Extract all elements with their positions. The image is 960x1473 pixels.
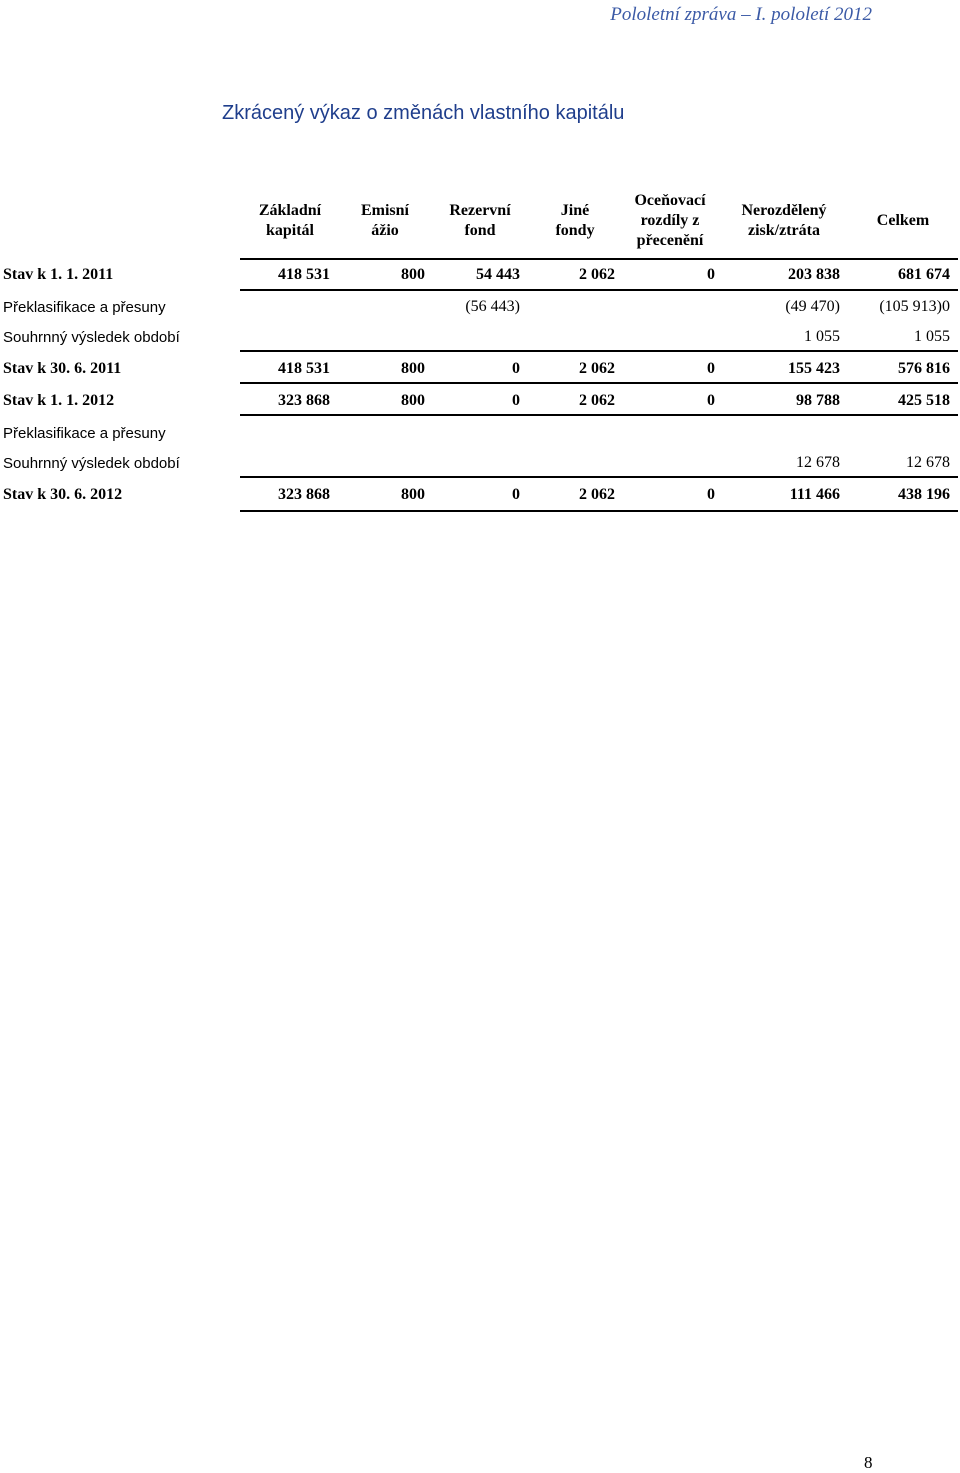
row-label: Stav k 30. 6. 2011 <box>3 360 122 377</box>
cell-rezervni-fond: 0 <box>512 392 520 409</box>
cell-emisni-azio: 800 <box>401 360 425 377</box>
row-label: Překlasifikace a přesuny <box>3 299 166 316</box>
cell-celkem: 12 678 <box>906 454 950 471</box>
cell-jine-fondy: 2 062 <box>579 392 615 409</box>
cell-zakladni-kapital: 418 531 <box>278 266 330 283</box>
row-rule <box>240 414 958 416</box>
row-rule <box>240 476 958 478</box>
cell-nerozdeleny-zisk: 203 838 <box>788 266 840 283</box>
row-rule <box>240 289 958 291</box>
cell-nerozdeleny-zisk: 111 466 <box>789 486 840 503</box>
table-row <box>0 262 958 288</box>
cell-nerozdeleny-zisk: 155 423 <box>788 360 840 377</box>
row-label: Souhrnný výsledek období <box>3 455 180 472</box>
cell-ocenovaci-rozdily: 0 <box>707 266 715 283</box>
cell-ocenovaci-rozdily: 0 <box>707 360 715 377</box>
cell-emisni-azio: 800 <box>401 486 425 503</box>
table-row <box>0 450 958 476</box>
table-row <box>0 356 958 382</box>
row-rule <box>240 382 958 384</box>
row-rule <box>240 510 958 512</box>
cell-rezervni-fond: (56 443) <box>465 298 520 315</box>
cell-emisni-azio: 800 <box>401 392 425 409</box>
cell-zakladni-kapital: 323 868 <box>278 486 330 503</box>
cell-rezervni-fond: 54 443 <box>476 266 520 283</box>
cell-nerozdeleny-zisk: 12 678 <box>796 454 840 471</box>
column-header-jine-fondy: Jiné fondy <box>555 202 595 239</box>
cell-ocenovaci-rozdily: 0 <box>707 486 715 503</box>
cell-emisni-azio: 800 <box>401 266 425 283</box>
cell-celkem: 576 816 <box>898 360 950 377</box>
cell-rezervni-fond: 0 <box>512 486 520 503</box>
cell-celkem: 681 674 <box>898 266 950 283</box>
table-row <box>0 294 958 320</box>
column-header-zakladni-kapital: Základní kapitál <box>258 202 322 239</box>
cell-nerozdeleny-zisk: (49 470) <box>785 298 840 315</box>
cell-celkem: 425 518 <box>898 392 950 409</box>
cell-celkem: (105 913)0 <box>879 298 950 315</box>
cell-jine-fondy: 2 062 <box>579 486 615 503</box>
column-header-rezervni-fond: Rezervní fond <box>449 202 511 239</box>
row-label: Souhrnný výsledek období <box>3 329 180 346</box>
row-label: Překlasifikace a přesuny <box>3 425 166 442</box>
table-row <box>0 388 958 414</box>
column-header-celkem: Celkem <box>876 212 930 229</box>
column-header-ocenovaci-rozdily: Oceňovací rozdíly z přecenění <box>634 192 706 249</box>
header-rule <box>240 258 958 260</box>
cell-nerozdeleny-zisk: 98 788 <box>796 392 840 409</box>
row-label: Stav k 1. 1. 2011 <box>3 266 114 283</box>
row-rule <box>240 350 958 352</box>
running-header: Pololetní zpráva – I. pololetí 2012 <box>610 4 872 25</box>
cell-celkem: 438 196 <box>898 486 950 503</box>
table-row <box>0 420 958 446</box>
cell-zakladni-kapital: 323 868 <box>278 392 330 409</box>
page-title: Zkrácený výkaz o změnách vlastního kapitálu <box>222 102 625 124</box>
column-header-nerozdeleny-zisk: Nerozdělený zisk/ztráta <box>741 202 827 239</box>
cell-zakladni-kapital: 418 531 <box>278 360 330 377</box>
cell-jine-fondy: 2 062 <box>579 266 615 283</box>
page-number: 8 <box>864 1453 873 1472</box>
cell-jine-fondy: 2 062 <box>579 360 615 377</box>
column-header-emisni-azio: Emisní ážio <box>360 202 409 239</box>
cell-nerozdeleny-zisk: 1 055 <box>804 328 840 345</box>
table-row <box>0 324 958 350</box>
cell-rezervni-fond: 0 <box>512 360 520 377</box>
table-row <box>0 482 958 508</box>
cell-ocenovaci-rozdily: 0 <box>707 392 715 409</box>
row-label: Stav k 30. 6. 2012 <box>3 486 123 503</box>
row-label: Stav k 1. 1. 2012 <box>3 392 115 409</box>
cell-celkem: 1 055 <box>914 328 950 345</box>
